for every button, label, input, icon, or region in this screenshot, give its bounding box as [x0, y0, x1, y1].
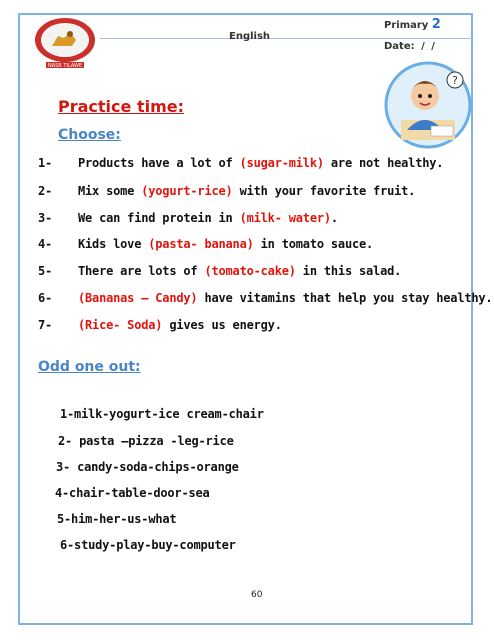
question-choice[interactable]: (Rice- Soda): [78, 318, 163, 332]
question-text-end: are not healthy.: [323, 156, 444, 170]
question-choice[interactable]: (sugar-milk): [239, 156, 324, 170]
odd-item-4: 4-chair-table-door-sea: [55, 486, 210, 500]
question-text-end: .: [330, 211, 338, 225]
odd-item-5: 5-him-her-us-what: [57, 512, 177, 526]
date-label: Date: / /: [384, 41, 435, 52]
question-text-end: in tomato sauce.: [253, 237, 374, 251]
question-choice[interactable]: (milk- water): [239, 211, 331, 225]
svg-text:?: ?: [452, 74, 458, 87]
question-text: Mix some: [78, 184, 142, 198]
logo-text: NASR TILAWE: [47, 63, 83, 69]
page-number: 60: [251, 590, 263, 600]
boy-studying-illustration: [383, 60, 473, 150]
question-number: 5-: [38, 264, 53, 278]
odd-item-2: 2- pasta –pizza -leg-rice: [58, 434, 234, 448]
question-choice[interactable]: (pasta- banana): [148, 237, 254, 251]
question-text: There are lots of: [78, 264, 205, 278]
question-choice[interactable]: (yogurt-rice): [141, 184, 233, 198]
question-number: 2-: [38, 184, 53, 198]
header-divider: [100, 38, 473, 39]
question-text: Kids love: [78, 237, 149, 251]
odd-item-3: 3- candy-soda-chips-orange: [56, 460, 239, 474]
question-choice[interactable]: (Bananas – Candy): [78, 291, 198, 305]
question-text: Products have a lot of: [78, 156, 240, 170]
odd-item-1: 1-milk-yogurt-ice cream-chair: [60, 407, 264, 421]
odd-one-out-title: Odd one out:: [38, 359, 141, 375]
subject-label: English: [229, 31, 271, 42]
question-text-end: with your favorite fruit.: [232, 184, 416, 198]
choose-title: Choose:: [58, 127, 121, 143]
practice-title: Practice time:: [58, 97, 184, 116]
question-number: 1-: [38, 156, 53, 170]
odd-item-6: 6-study-play-buy-computer: [60, 538, 236, 552]
grade-label: [384, 17, 441, 32]
question-text: We can find protein in: [78, 211, 240, 225]
question-text-end: in this salad.: [295, 264, 402, 278]
question-choice[interactable]: (tomato-cake): [204, 264, 296, 278]
question-number: 7-: [38, 318, 53, 332]
grade-text: Primary: [384, 20, 429, 31]
grade-number: 2: [431, 17, 441, 32]
school-logo: [32, 16, 98, 74]
question-number: 4-: [38, 237, 53, 251]
question-text-end: gives us energy.: [162, 318, 282, 332]
question-number: 6-: [38, 291, 53, 305]
question-text-end: have vitamins that help you stay healthy.: [197, 291, 493, 305]
question-number: 3-: [38, 211, 53, 225]
